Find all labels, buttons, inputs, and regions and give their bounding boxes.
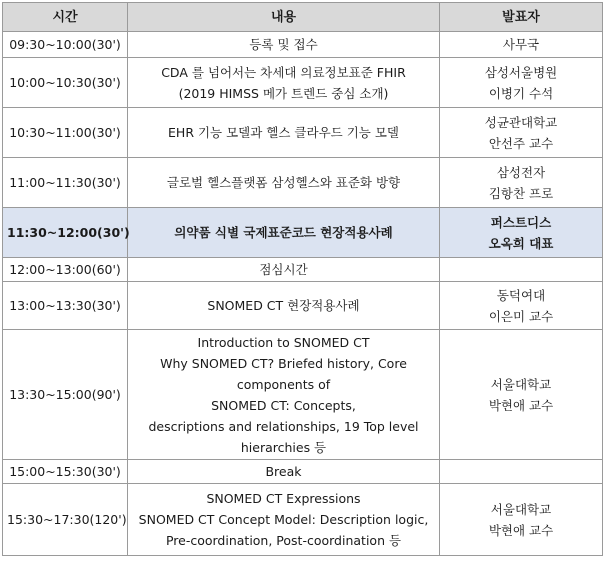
speaker-cell [440, 330, 603, 460]
table-row [3, 258, 603, 282]
table-row [3, 484, 603, 556]
content-line: (2019 HIMSS 메가 트렌드 중심 소개) [178, 85, 389, 101]
table-row-highlighted [3, 208, 603, 258]
content-line: hierarchies 등 [240, 439, 327, 455]
time-cell: 10:30~11:00(30') [3, 108, 128, 158]
time-cell: 13:00~13:30(30') [3, 282, 128, 330]
time-cell: 13:30~15:00(90') [3, 330, 128, 460]
content-cell [128, 158, 440, 208]
speaker-name: 박현애 교수 [488, 397, 554, 413]
content-line: Introduction to SNOMED CT [197, 334, 370, 350]
content-cell [128, 330, 440, 460]
content-line: Pre-coordination, Post-coordination 등 [165, 533, 402, 548]
content-line: EHR 기능 모델과 헬스 클라우드 기능 모델 [168, 125, 399, 140]
time-cell: 10:00~10:30(30') [3, 58, 128, 108]
header-time: 시간 [3, 3, 128, 32]
speaker-cell [440, 282, 603, 330]
content-line: components of [236, 376, 331, 392]
content-cell [128, 208, 440, 258]
content-line: 글로벌 헬스플랫폼 삼성헬스와 표준화 방향 [166, 175, 401, 190]
header-speaker: 발표자 [440, 3, 603, 32]
table-row [3, 108, 603, 158]
header-row [3, 3, 603, 32]
speaker-name: 이은미 교수 [488, 308, 554, 324]
speaker-cell [440, 208, 603, 258]
speaker-name: 오옥희 대표 [488, 235, 554, 251]
content-line: 등록 및 접수 [249, 37, 318, 52]
speaker-name: 박현애 교수 [488, 522, 554, 538]
speaker-name: 김항찬 프로 [488, 185, 554, 201]
schedule-table [2, 2, 603, 556]
content-cell [128, 58, 440, 108]
header-content: 내용 [128, 3, 440, 32]
content-line: 의약품 식별 국제표준코드 현장적용사례 [174, 225, 393, 240]
content-cell [128, 258, 440, 282]
table-row [3, 158, 603, 208]
speaker-cell [440, 58, 603, 108]
table-row [3, 58, 603, 108]
time-cell: 15:00~15:30(30') [3, 460, 128, 484]
speaker-org: 서울대학교 [490, 501, 552, 517]
table-row [3, 282, 603, 330]
content-line: CDA 를 넘어서는 차세대 의료정보표준 FHIR [161, 64, 406, 80]
content-line: SNOMED CT Expressions [206, 491, 361, 506]
content-line: Why SNOMED CT? Briefed history, Core [160, 355, 407, 371]
speaker-cell [440, 460, 603, 484]
time-cell: 11:30~12:00(30') [3, 208, 128, 258]
content-cell [128, 484, 440, 556]
time-cell: 11:00~11:30(30') [3, 158, 128, 208]
time-cell: 09:30~10:00(30') [3, 32, 128, 58]
content-line: SNOMED CT Concept Model: Description logic, [138, 512, 429, 527]
content-line: Break [265, 464, 302, 479]
speaker-org: 동덕여대 [496, 287, 546, 303]
speaker-cell [440, 158, 603, 208]
speaker-name: 이병기 수석 [488, 85, 554, 101]
table-row [3, 32, 603, 58]
speaker-line: 사무국 [502, 37, 540, 52]
speaker-org: 서울대학교 [490, 376, 552, 392]
content-line: SNOMED CT 현장적용사례 [207, 298, 360, 313]
speaker-cell [440, 258, 603, 282]
content-cell [128, 460, 440, 484]
speaker-org: 삼성전자 [496, 164, 546, 180]
content-cell [128, 282, 440, 330]
speaker-org: 퍼스트디스 [490, 214, 552, 230]
speaker-name: 안선주 교수 [488, 135, 554, 151]
time-cell: 12:00~13:00(60') [3, 258, 128, 282]
content-line: 점심시간 [259, 262, 308, 277]
table-row [3, 330, 603, 460]
speaker-cell [440, 484, 603, 556]
speaker-cell [440, 32, 603, 58]
time-cell: 15:30~17:30(120') [3, 484, 128, 556]
table-row [3, 460, 603, 484]
content-line: descriptions and relationships, 19 Top level [148, 418, 419, 434]
speaker-org: 삼성서울병원 [484, 64, 558, 80]
content-line: SNOMED CT: Concepts, [211, 397, 356, 413]
speaker-cell [440, 108, 603, 158]
content-cell [128, 32, 440, 58]
content-cell [128, 108, 440, 158]
speaker-org: 성균관대학교 [484, 114, 558, 130]
